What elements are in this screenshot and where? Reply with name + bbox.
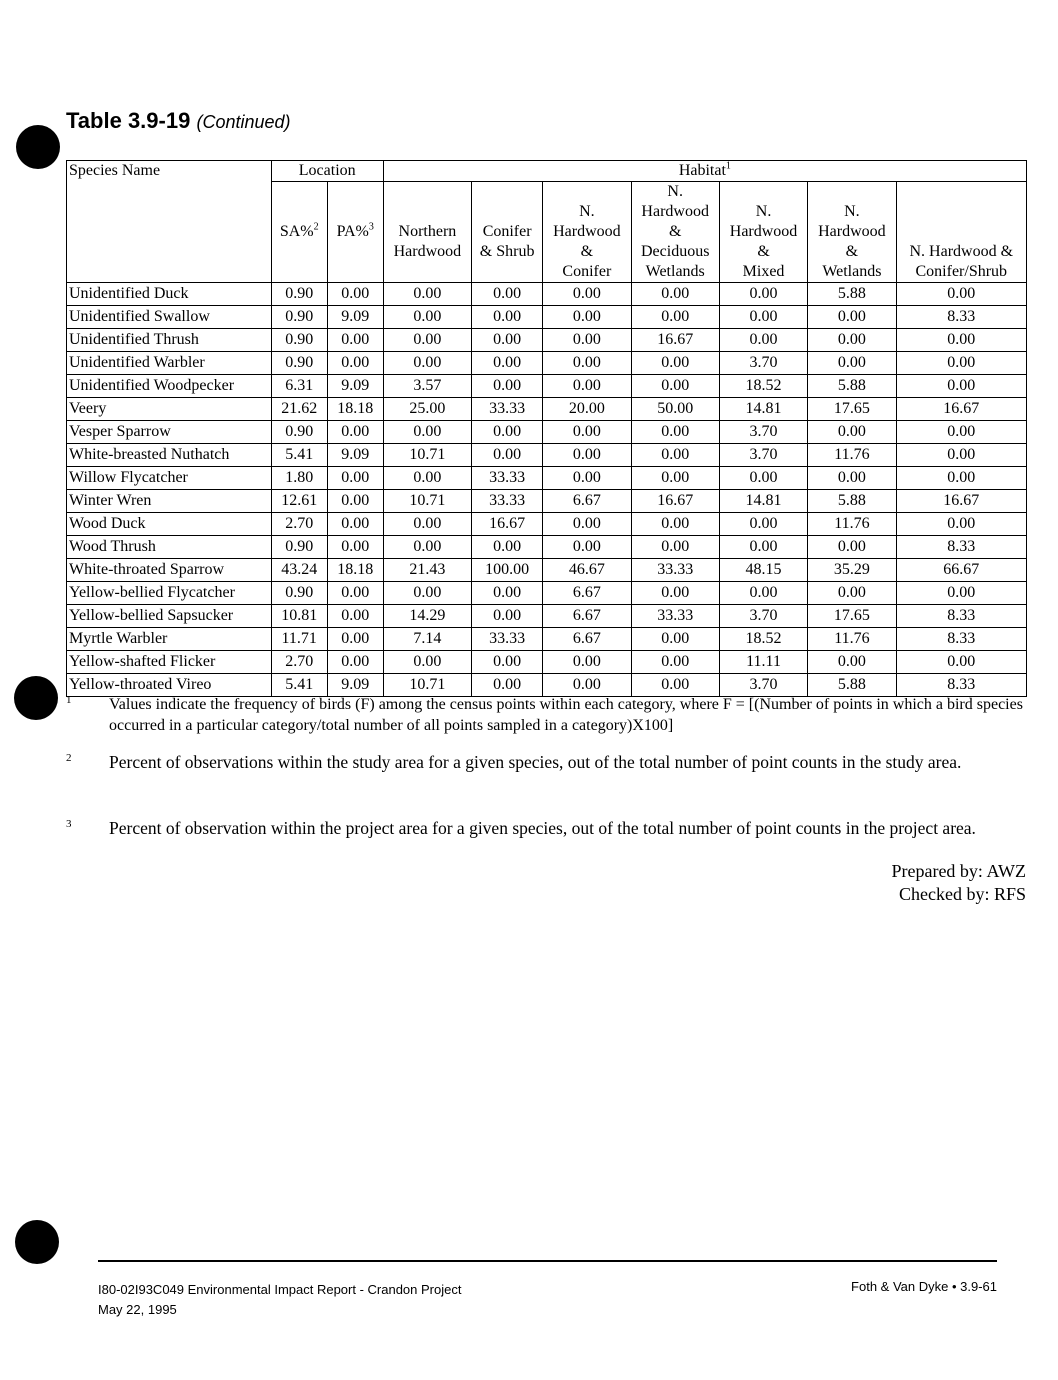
species-name-cell: Yellow-throated Vireo xyxy=(67,674,272,697)
value-cell: 0.90 xyxy=(271,421,327,444)
value-cell: 0.00 xyxy=(719,467,807,490)
value-cell: 2.70 xyxy=(271,651,327,674)
value-cell: 0.00 xyxy=(327,467,383,490)
signoff-block xyxy=(891,860,1026,906)
value-cell: 11.76 xyxy=(808,628,896,651)
species-name-cell: White-breasted Nuthatch xyxy=(67,444,272,467)
value-cell: 0.00 xyxy=(808,306,896,329)
value-cell: 14.29 xyxy=(383,605,471,628)
value-cell: 6.67 xyxy=(543,605,631,628)
value-cell: 9.09 xyxy=(327,375,383,398)
table-row xyxy=(67,283,1027,306)
value-cell: 9.09 xyxy=(327,674,383,697)
value-cell: 20.00 xyxy=(543,398,631,421)
species-name-cell: Veery xyxy=(67,398,272,421)
value-cell: 0.00 xyxy=(472,329,543,352)
value-cell: 11.76 xyxy=(808,513,896,536)
value-cell: 50.00 xyxy=(631,398,719,421)
value-cell: 0.00 xyxy=(327,605,383,628)
footnote-3-mark: 3 xyxy=(66,818,72,830)
value-cell: 9.09 xyxy=(327,444,383,467)
value-cell: 0.00 xyxy=(896,329,1026,352)
value-cell: 6.67 xyxy=(543,582,631,605)
value-cell: 25.00 xyxy=(383,398,471,421)
footer-divider xyxy=(98,1260,997,1262)
value-cell: 0.00 xyxy=(631,651,719,674)
value-cell: 8.33 xyxy=(896,674,1026,697)
value-cell: 17.65 xyxy=(808,605,896,628)
value-cell: 18.52 xyxy=(719,375,807,398)
value-cell: 6.67 xyxy=(543,490,631,513)
value-cell: 0.00 xyxy=(383,283,471,306)
value-cell: 33.33 xyxy=(472,467,543,490)
value-cell: 0.00 xyxy=(327,513,383,536)
value-cell: 0.00 xyxy=(631,421,719,444)
value-cell: 0.00 xyxy=(543,651,631,674)
value-cell: 0.00 xyxy=(543,444,631,467)
species-name-cell: Willow Flycatcher xyxy=(67,467,272,490)
table-row xyxy=(67,490,1027,513)
value-cell: 0.00 xyxy=(896,444,1026,467)
value-cell: 0.00 xyxy=(719,329,807,352)
value-cell: 0.00 xyxy=(896,421,1026,444)
footer-date: May 22, 1995 xyxy=(98,1302,177,1317)
value-cell: 0.00 xyxy=(808,329,896,352)
prepared-by: Prepared by: AWZ xyxy=(891,861,1026,881)
sa-percent-header: SA%$^2$ xyxy=(271,182,327,283)
value-cell: 0.00 xyxy=(472,444,543,467)
value-cell: 0.00 xyxy=(719,582,807,605)
footnote-1-mark: 1 xyxy=(66,694,72,706)
table-row xyxy=(67,536,1027,559)
footnote-2-text: Percent of observations within the study area for a given species, out of the total number of point counts in the study area. xyxy=(109,752,962,772)
value-cell: 10.71 xyxy=(383,674,471,697)
value-cell: 0.00 xyxy=(543,421,631,444)
value-cell: 0.00 xyxy=(327,421,383,444)
value-cell: 14.81 xyxy=(719,398,807,421)
value-cell: 9.09 xyxy=(327,306,383,329)
value-cell: 3.70 xyxy=(719,444,807,467)
value-cell: 0.00 xyxy=(808,421,896,444)
species-name-cell: Wood Thrush xyxy=(67,536,272,559)
value-cell: 16.67 xyxy=(896,398,1026,421)
value-cell: 33.33 xyxy=(472,628,543,651)
value-cell: 3.70 xyxy=(719,674,807,697)
value-cell: 16.67 xyxy=(472,513,543,536)
value-cell: 10.71 xyxy=(383,444,471,467)
value-cell: 0.00 xyxy=(808,582,896,605)
value-cell: 18.18 xyxy=(327,398,383,421)
value-cell: 0.00 xyxy=(327,283,383,306)
value-cell: 0.00 xyxy=(472,582,543,605)
value-cell: 16.67 xyxy=(896,490,1026,513)
binder-hole-bottom xyxy=(15,1220,59,1264)
value-cell: 66.67 xyxy=(896,559,1026,582)
value-cell: 0.00 xyxy=(472,421,543,444)
species-name-cell: Yellow-bellied Sapsucker xyxy=(67,605,272,628)
footnote-2 xyxy=(66,751,1026,774)
value-cell: 0.90 xyxy=(271,306,327,329)
table-row xyxy=(67,559,1027,582)
value-cell: 0.00 xyxy=(719,536,807,559)
value-cell: 3.57 xyxy=(383,375,471,398)
value-cell: 0.00 xyxy=(631,352,719,375)
value-cell: 43.24 xyxy=(271,559,327,582)
table-row xyxy=(67,582,1027,605)
value-cell: 0.90 xyxy=(271,582,327,605)
value-cell: 0.00 xyxy=(472,306,543,329)
species-name-cell: White-throated Sparrow xyxy=(67,559,272,582)
value-cell: 48.15 xyxy=(719,559,807,582)
table-row xyxy=(67,651,1027,674)
value-cell: 0.00 xyxy=(543,306,631,329)
footnote-1-text: Values indicate the frequency of birds (F) among the census points within each category, where F = [(Number of points in which a bird species occurred in a particular category/total number of all points sampled in a category)X100] xyxy=(109,696,1023,734)
value-cell: 0.00 xyxy=(543,352,631,375)
value-cell: 0.00 xyxy=(631,674,719,697)
species-name-cell: Yellow-bellied Flycatcher xyxy=(67,582,272,605)
value-cell: 5.41 xyxy=(271,674,327,697)
footnote-2-mark: 2 xyxy=(66,752,72,764)
habitat-header: Habitat$^1$ xyxy=(383,161,1026,182)
value-cell: 0.00 xyxy=(472,674,543,697)
value-cell: 0.00 xyxy=(383,421,471,444)
value-cell: 0.90 xyxy=(271,536,327,559)
value-cell: 0.00 xyxy=(631,536,719,559)
value-cell: 0.00 xyxy=(327,329,383,352)
value-cell: 6.67 xyxy=(543,628,631,651)
value-cell: 0.00 xyxy=(631,582,719,605)
value-cell: 0.00 xyxy=(543,513,631,536)
footer-document-line: I80-02I93C049 Environmental Impact Report - Crandon Project xyxy=(98,1282,462,1297)
value-cell: 0.00 xyxy=(808,467,896,490)
table-row xyxy=(67,421,1027,444)
value-cell: 0.00 xyxy=(543,674,631,697)
bird-frequency-table xyxy=(66,160,1027,697)
table-row xyxy=(67,352,1027,375)
value-cell: 2.70 xyxy=(271,513,327,536)
value-cell: 0.00 xyxy=(383,651,471,674)
value-cell: 0.00 xyxy=(808,651,896,674)
footnote-3-text: Percent of observation within the project area for a given species, out of the total number of point counts in the project area. xyxy=(109,818,976,838)
habitat-column-header: N. Hardwood & Conifer xyxy=(543,182,631,283)
table-row xyxy=(67,605,1027,628)
value-cell: 16.67 xyxy=(631,490,719,513)
footnote-3 xyxy=(66,817,1026,840)
value-cell: 0.00 xyxy=(327,651,383,674)
value-cell: 0.00 xyxy=(543,375,631,398)
species-name-cell: Unidentified Thrush xyxy=(67,329,272,352)
value-cell: 0.00 xyxy=(383,536,471,559)
species-name-cell: Unidentified Swallow xyxy=(67,306,272,329)
value-cell: 14.81 xyxy=(719,490,807,513)
value-cell: 12.61 xyxy=(271,490,327,513)
value-cell: 33.33 xyxy=(631,559,719,582)
value-cell: 0.00 xyxy=(896,651,1026,674)
value-cell: 0.00 xyxy=(383,467,471,490)
value-cell: 0.00 xyxy=(896,467,1026,490)
value-cell: 7.14 xyxy=(383,628,471,651)
value-cell: 33.33 xyxy=(472,490,543,513)
table-row xyxy=(67,306,1027,329)
value-cell: 35.29 xyxy=(808,559,896,582)
value-cell: 8.33 xyxy=(896,306,1026,329)
value-cell: 0.00 xyxy=(472,283,543,306)
value-cell: 0.00 xyxy=(896,513,1026,536)
location-header: Location xyxy=(271,161,383,182)
habitat-column-header: N. Hardwood & Deciduous Wetlands xyxy=(631,182,719,283)
value-cell: 0.00 xyxy=(719,513,807,536)
value-cell: 0.00 xyxy=(631,513,719,536)
value-cell: 0.00 xyxy=(327,582,383,605)
value-cell: 3.70 xyxy=(719,352,807,375)
header-row-1 xyxy=(67,161,1027,182)
table-row xyxy=(67,398,1027,421)
value-cell: 0.00 xyxy=(808,536,896,559)
value-cell: 0.00 xyxy=(383,306,471,329)
value-cell: 0.00 xyxy=(327,490,383,513)
species-name-cell: Vesper Sparrow xyxy=(67,421,272,444)
value-cell: 6.31 xyxy=(271,375,327,398)
species-name-cell: Myrtle Warbler xyxy=(67,628,272,651)
table-title xyxy=(66,108,291,134)
value-cell: 8.33 xyxy=(896,536,1026,559)
value-cell: 0.00 xyxy=(327,628,383,651)
value-cell: 0.00 xyxy=(383,513,471,536)
pa-percent-header: PA%$^3$ xyxy=(327,182,383,283)
value-cell: 10.81 xyxy=(271,605,327,628)
value-cell: 0.00 xyxy=(327,352,383,375)
value-cell: 0.00 xyxy=(808,352,896,375)
species-name-cell: Unidentified Warbler xyxy=(67,352,272,375)
species-name-cell: Yellow-shafted Flicker xyxy=(67,651,272,674)
value-cell: 5.88 xyxy=(808,375,896,398)
value-cell: 0.00 xyxy=(472,605,543,628)
value-cell: 8.33 xyxy=(896,605,1026,628)
footnote-1 xyxy=(66,694,1026,736)
value-cell: 3.70 xyxy=(719,605,807,628)
habitat-column-header: Northern Hardwood xyxy=(383,182,471,283)
value-cell: 0.00 xyxy=(631,444,719,467)
value-cell: 0.00 xyxy=(631,628,719,651)
species-name-cell: Unidentified Duck xyxy=(67,283,272,306)
species-name-cell: Wood Duck xyxy=(67,513,272,536)
value-cell: 5.41 xyxy=(271,444,327,467)
checked-by: Checked by: RFS xyxy=(898,884,1026,904)
binder-hole-middle xyxy=(14,676,58,720)
value-cell: 46.67 xyxy=(543,559,631,582)
value-cell: 18.18 xyxy=(327,559,383,582)
value-cell: 5.88 xyxy=(808,674,896,697)
value-cell: 0.00 xyxy=(472,375,543,398)
value-cell: 0.90 xyxy=(271,352,327,375)
value-cell: 0.00 xyxy=(472,536,543,559)
table-row xyxy=(67,513,1027,536)
species-name-header: Species Name xyxy=(67,161,272,283)
value-cell: 11.76 xyxy=(808,444,896,467)
value-cell: 0.00 xyxy=(896,283,1026,306)
habitat-column-header: N. Hardwood & Mixed xyxy=(719,182,807,283)
value-cell: 0.00 xyxy=(543,536,631,559)
value-cell: 21.43 xyxy=(383,559,471,582)
binder-hole-top xyxy=(16,125,60,169)
value-cell: 0.00 xyxy=(719,283,807,306)
value-cell: 21.62 xyxy=(271,398,327,421)
value-cell: 0.00 xyxy=(383,352,471,375)
value-cell: 0.00 xyxy=(896,352,1026,375)
species-name-cell: Unidentified Woodpecker xyxy=(67,375,272,398)
table-row xyxy=(67,467,1027,490)
habitat-column-header: N. Hardwood & Conifer/Shrub xyxy=(896,182,1026,283)
value-cell: 18.52 xyxy=(719,628,807,651)
value-cell: 5.88 xyxy=(808,490,896,513)
habitat-column-header: N. Hardwood & Wetlands xyxy=(808,182,896,283)
value-cell: 33.33 xyxy=(472,398,543,421)
value-cell: 0.00 xyxy=(327,536,383,559)
table-row xyxy=(67,444,1027,467)
value-cell: 0.00 xyxy=(896,582,1026,605)
value-cell: 0.00 xyxy=(631,283,719,306)
value-cell: 0.00 xyxy=(383,329,471,352)
value-cell: 0.00 xyxy=(472,651,543,674)
habitat-column-header: Conifer & Shrub xyxy=(472,182,543,283)
value-cell: 0.00 xyxy=(383,582,471,605)
value-cell: 0.00 xyxy=(896,375,1026,398)
table-title-continued: (Continued) xyxy=(196,112,291,132)
value-cell: 11.71 xyxy=(271,628,327,651)
value-cell: 33.33 xyxy=(631,605,719,628)
value-cell: 0.00 xyxy=(472,352,543,375)
species-name-cell: Winter Wren xyxy=(67,490,272,513)
value-cell: 10.71 xyxy=(383,490,471,513)
value-cell: 16.67 xyxy=(631,329,719,352)
value-cell: 1.80 xyxy=(271,467,327,490)
value-cell: 0.00 xyxy=(543,329,631,352)
value-cell: 17.65 xyxy=(808,398,896,421)
footer-right: Foth & Van Dyke • 3.9-61 xyxy=(851,1279,997,1294)
value-cell: 0.00 xyxy=(543,467,631,490)
table-row xyxy=(67,375,1027,398)
table-row xyxy=(67,628,1027,651)
value-cell: 11.11 xyxy=(719,651,807,674)
value-cell: 0.00 xyxy=(631,467,719,490)
footer-left xyxy=(98,1280,461,1320)
value-cell: 0.90 xyxy=(271,283,327,306)
value-cell: 100.00 xyxy=(472,559,543,582)
value-cell: 0.00 xyxy=(719,306,807,329)
value-cell: 0.90 xyxy=(271,329,327,352)
table-row xyxy=(67,329,1027,352)
value-cell: 5.88 xyxy=(808,283,896,306)
value-cell: 3.70 xyxy=(719,421,807,444)
value-cell: 8.33 xyxy=(896,628,1026,651)
table-title-main: Table 3.9-19 xyxy=(66,108,191,133)
value-cell: 0.00 xyxy=(543,283,631,306)
value-cell: 0.00 xyxy=(631,375,719,398)
value-cell: 0.00 xyxy=(631,306,719,329)
